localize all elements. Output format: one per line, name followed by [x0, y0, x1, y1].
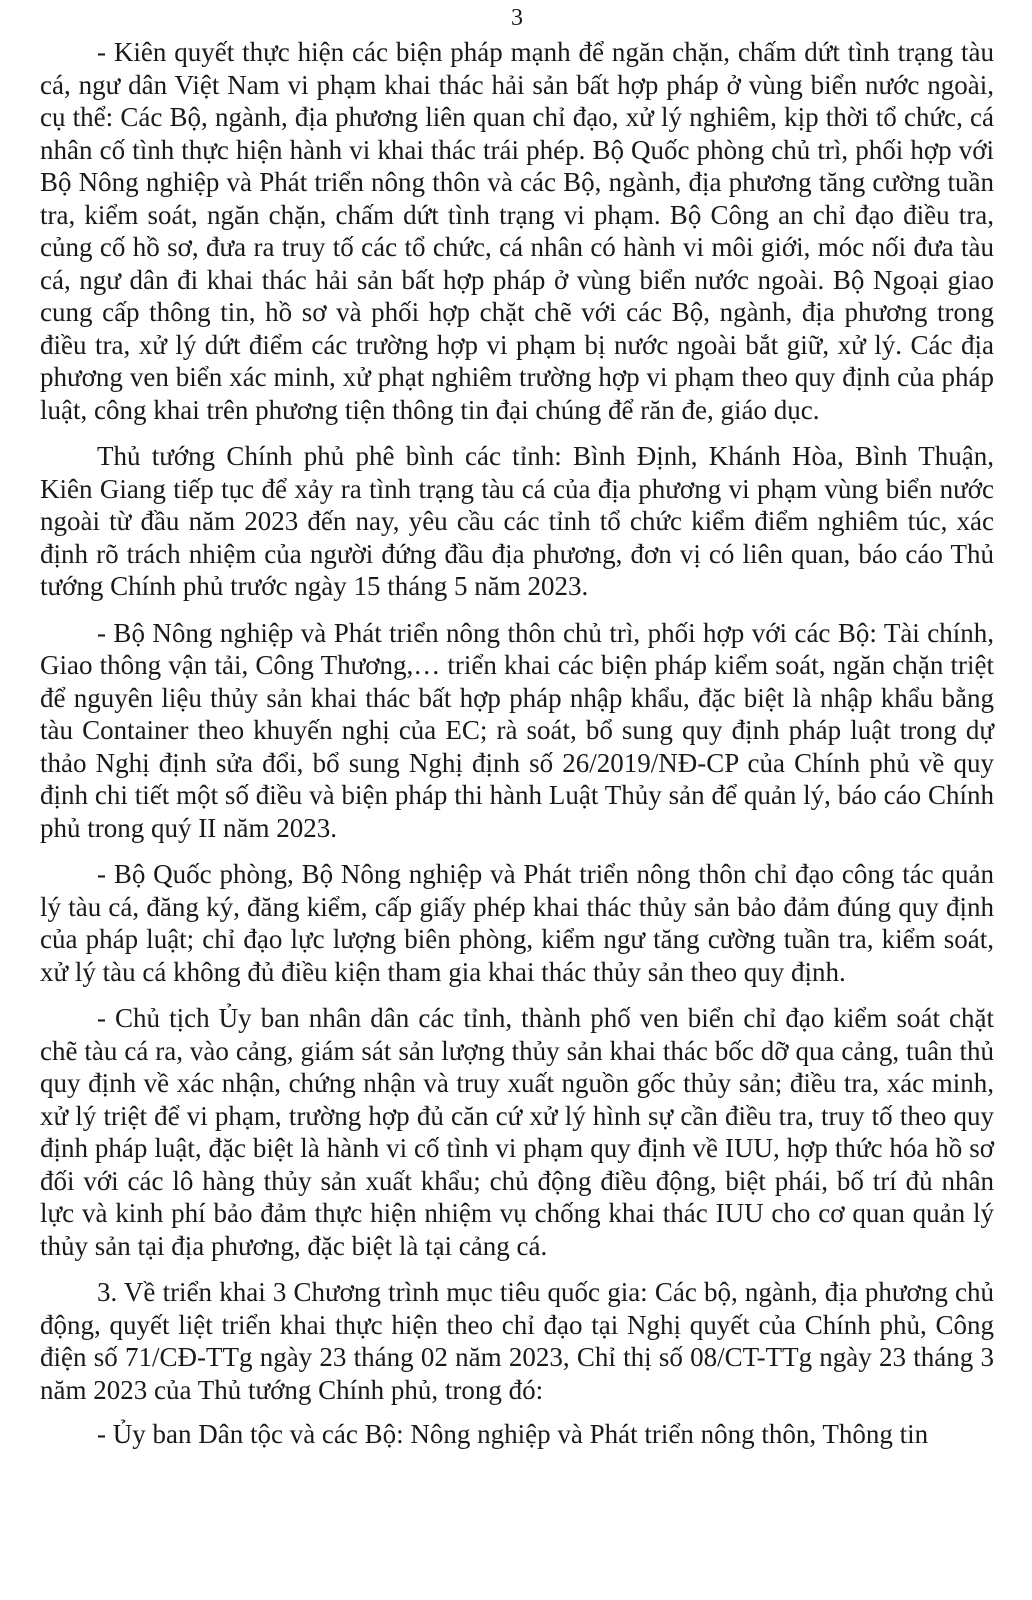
paragraph-defense-ministry: - Bộ Quốc phòng, Bộ Nông nghiệp và Phát triển nông thôn chỉ đạo công tác quản lý tàu cá, đăng ký, đăng kiểm, cấp giấy phép khai thác thủy sản bảo đảm đúng quy định của pháp luật; chỉ đạo lực lượng biên phòng, kiểm ngư tăng cường tuần tra, kiểm soát, xử lý tàu cá không đủ điều kiện tham gia khai thác thủy sản theo quy định. — [40, 859, 994, 987]
paragraph-pm-criticism: Thủ tướng Chính phủ phê bình các tỉnh: Bình Định, Khánh Hòa, Bình Thuận, Kiên Giang tiếp tục để xảy ra tình trạng tàu cá của địa phương vi phạm vùng biển nước ngoài từ đầu năm 2023 đến nay, yêu cầu các tỉnh tổ chức kiểm điểm nghiêm túc, xác định rõ trách nhiệm của người đứng đầu địa phương, đơn vị có liên quan, báo cáo Thủ tướng Chính phủ trước ngày 15 tháng 5 năm 2023. — [40, 441, 994, 601]
paragraph-iuu-measures: - Kiên quyết thực hiện các biện pháp mạnh để ngăn chặn, chấm dứt tình trạng tàu cá, ngư dân Việt Nam vi phạm khai thác hải sản bất hợp pháp ở vùng biển nước ngoài, cụ thể: Các Bộ, ngành, địa phương liên quan chỉ đạo, xử lý nghiêm, kịp thời tổ chức, cá nhân cố tình thực hiện hành vi khai thác trái phép. Bộ Quốc phòng chủ trì, phối hợp với Bộ Nông nghiệp và Phát triển nông thôn và các Bộ, ngành, địa phương tăng cường tuần tra, kiểm soát, ngăn chặn, chấm dứt tình trạng vi phạm. Bộ Công an chỉ đạo điều tra, củng cố hồ sơ, đưa ra truy tố các tổ chức, cá nhân có hành vi môi giới, móc nối đưa tàu cá, ngư dân đi khai thác hải sản bất hợp pháp ở vùng biển nước ngoài. Bộ Ngoại giao cung cấp thông tin, hồ sơ và phối hợp chặt chẽ với các Bộ, ngành, địa phương trong điều tra, xử lý dứt điểm các trường hợp vi phạm bị nước ngoài bắt giữ, xử lý. Các địa phương ven biển xác minh, xử phạt nghiêm trường hợp vi phạm theo quy định của pháp luật, công khai trên phương tiện thông tin đại chúng để răn đe, giáo dục. — [40, 37, 994, 425]
paragraph-agriculture-ministry: - Bộ Nông nghiệp và Phát triển nông thôn chủ trì, phối hợp với các Bộ: Tài chính, Giao thông vận tải, Công Thương,… triển khai các biện pháp kiểm soát, ngăn chặn triệt để nguyên liệu thủy sản khai thác bất hợp pháp nhập khẩu, đặc biệt là nhập khẩu bằng tàu Container theo khuyến nghị của EC; rà soát, bổ sung quy định pháp luật trong dự thảo Nghị định sửa đổi, bổ sung Nghị định số 26/2019/NĐ-CP của Chính phủ về quy định chi tiết một số điều và biện pháp thi hành Luật Thủy sản để quản lý, báo cáo Chính phủ trong quý II năm 2023. — [40, 617, 994, 843]
paragraph-provincial-chairmen: - Chủ tịch Ủy ban nhân dân các tỉnh, thành phố ven biển chỉ đạo kiểm soát chặt chẽ tàu cá ra, vào cảng, giám sát sản lượng thủy sản khai thác bốc dỡ qua cảng, tuân thủ quy định về xác nhận, chứng nhận và truy xuất nguồn gốc thủy sản; điều tra, xác minh, xử lý triệt để vi phạm, trường hợp đủ căn cứ xử lý hình sự cần điều tra, truy tố theo quy định pháp luật, đặc biệt là hành vi cố tình vi phạm quy định về IUU, hợp thức hóa hồ sơ đối với các lô hàng thủy sản xuất khẩu; chủ động điều động, biệt phái, bố trí đủ nhân lực và kinh phí bảo đảm thực hiện nhiệm vụ chống khai thác IUU cho cơ quan quản lý thủy sản tại địa phương, đặc biệt là tại cảng cá. — [40, 1003, 994, 1261]
paragraph-national-programs: 3. Về triển khai 3 Chương trình mục tiêu quốc gia: Các bộ, ngành, địa phương chủ động, quyết liệt triển khai thực hiện theo chỉ đạo tại Nghị quyết của Chính phủ, Công điện số 71/CĐ-TTg ngày 23 tháng 02 năm 2023, Chỉ thị số 08/CT-TTg ngày 23 tháng 3 năm 2023 của Thủ tướng Chính phủ, trong đó: — [40, 1277, 994, 1405]
document-body — [40, 36, 994, 1451]
page-number: 3 — [511, 5, 523, 31]
paragraph-ethnic-committee: - Ủy ban Dân tộc và các Bộ: Nông nghiệp và Phát triển nông thôn, Thông tin — [97, 1419, 929, 1449]
